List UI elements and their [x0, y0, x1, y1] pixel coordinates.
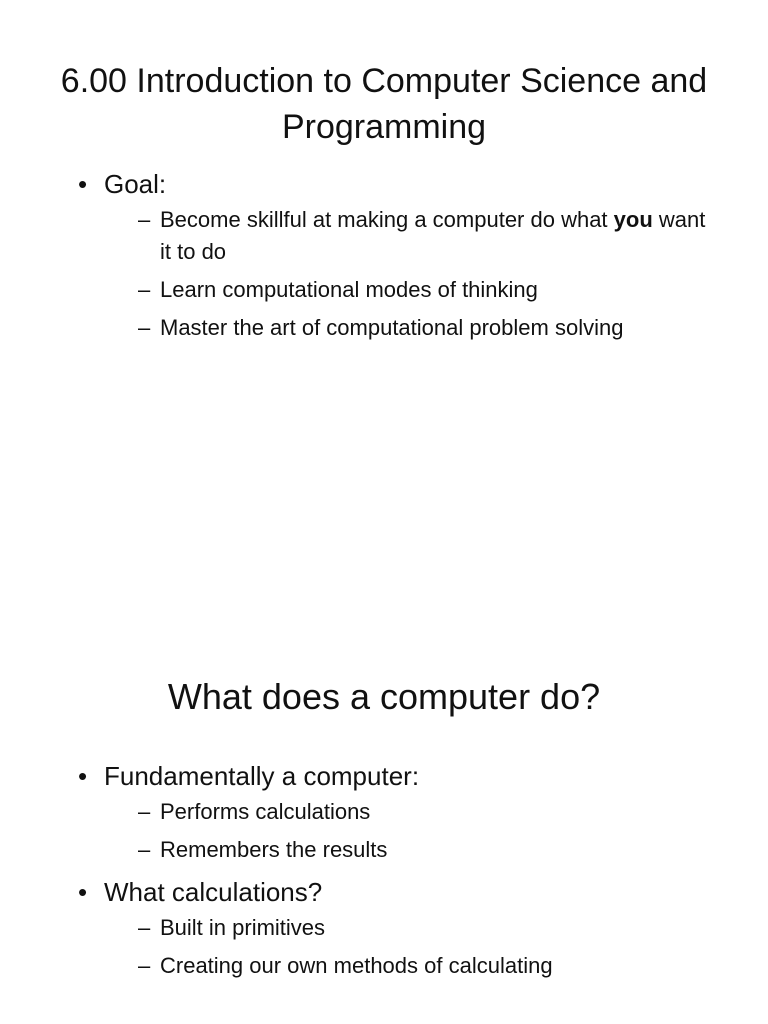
bullet-item-goal	[78, 164, 718, 344]
bullet-dot-icon: •	[78, 169, 88, 199]
sub-bullet-item	[138, 912, 718, 944]
sub-bullet-text: Built in primitives	[160, 915, 326, 940]
sub-bullet-item	[138, 274, 718, 306]
sub-bullet-list	[104, 796, 718, 866]
bullet-text: Fundamentally a computer:	[104, 761, 420, 791]
sub-bullet-item	[138, 312, 718, 344]
slide-1-title: 6.00 Introduction to Computer Science and Programming	[60, 62, 708, 146]
sub-bullet-text-bold: you	[613, 207, 653, 232]
sub-bullet-text: Performs calculations	[160, 799, 371, 824]
dash-icon: –	[138, 837, 151, 862]
dash-icon: –	[138, 953, 151, 978]
sub-bullet-item	[138, 834, 718, 866]
dash-icon: –	[138, 915, 151, 940]
sub-bullet-list	[104, 204, 718, 344]
bullet-item-what-calculations	[78, 872, 718, 982]
sub-bullet-text: Remembers the results	[160, 837, 388, 862]
bullet-dot-icon: •	[78, 877, 88, 907]
bullet-text: Goal:	[104, 169, 167, 199]
slide-2-title: What does a computer do?	[167, 676, 601, 717]
dash-icon: –	[138, 207, 151, 232]
sub-bullet-text: Master the art of computational problem solving	[160, 315, 624, 340]
sub-bullet-item	[138, 950, 718, 982]
dash-icon: –	[138, 799, 151, 824]
sub-bullet-text: Creating our own methods of calculating	[160, 953, 553, 978]
bullet-text: What calculations?	[104, 877, 323, 907]
sub-bullet-item	[138, 204, 718, 268]
bullet-dot-icon: •	[78, 761, 88, 791]
slide-2-bullet-list	[78, 756, 718, 988]
dash-icon: –	[138, 277, 151, 302]
slide-2	[0, 512, 768, 1024]
sub-bullet-list	[104, 912, 718, 982]
sub-bullet-text: Learn computational modes of thinking	[160, 277, 538, 302]
dash-icon: –	[138, 315, 151, 340]
bullet-item-fundamentally	[78, 756, 718, 866]
slide-1-bullet-list	[78, 164, 718, 350]
sub-bullet-text-post: want it to do	[160, 207, 706, 264]
sub-bullet-text-pre: Become skillful at making a computer do what	[160, 207, 614, 232]
sub-bullet-item	[138, 796, 718, 828]
